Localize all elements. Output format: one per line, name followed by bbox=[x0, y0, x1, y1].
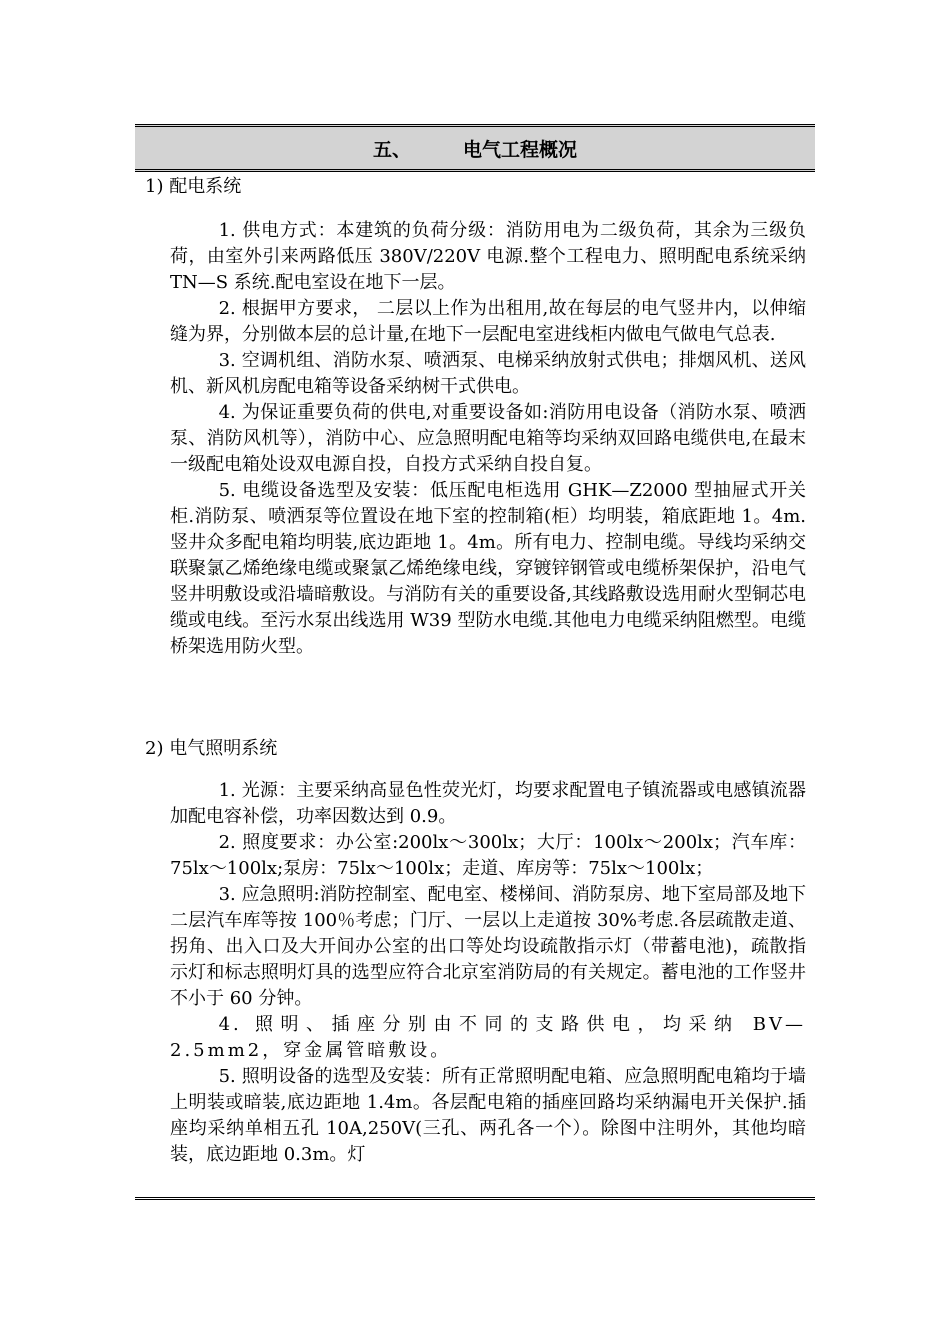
paragraph: 2. 根据甲方要求， 二层以上作为出租用,故在每层的电气竖井内，以伸缩缝为界，分别做本层的总计量,在地下一层配电室进线柜内做电气做电气总表. bbox=[170, 298, 806, 345]
section-number: 五、 bbox=[372, 138, 411, 161]
paragraph: 5. 照明设备的选型及安装：所有正常照明配电箱、应急照明配电箱均于墙上明装或暗装,底边距地 1.4m。各层配电箱的插座回路均采纳漏电开关保护.插座均采纳单相五孔 10A,250V(三孔、两孔各一个）。除图中注明外，其他均暗装，底边距地 0.3m。灯 bbox=[170, 1066, 806, 1165]
paragraph: 1. 供电方式：本建筑的负荷分级：消防用电为二级负荷，其余为三级负荷，由室外引来两路低压 380V/220V 电源.整个工程电力、照明配电系统采纳 TN—S 系统.配电室设在地下一层。 bbox=[170, 220, 806, 293]
paragraph: 4. 为保证重要负荷的供电,对重要设备如:消防用电设备（消防水泵、喷洒泵、消防风机等），消防中心、应急照明配电箱等均采纳双回路电缆供电,在最末一级配电箱处设双电源自投，自投方式采纳自投自复。 bbox=[170, 402, 806, 475]
subsection-heading-power-distribution: 1) 配电系统 bbox=[145, 176, 242, 197]
section-title: 电气工程概况 bbox=[463, 138, 578, 161]
paragraph: 3. 应急照明:消防控制室、配电室、楼梯间、消防泵房、地下室局部及地下二层汽车库等按 100％考虑；门厅、一层以上走道按 30%考虑.各层疏散走道、拐角、出入口及大开间办公室的出口等处均设疏散指示灯（带蓄电池)，疏散指示灯和标志照明灯具的选型应符合北京室消防局的有关规定。蓄电池的工作竖井不小于 60 分钟。 bbox=[170, 884, 806, 1009]
paragraph: 1. 光源：主要采纳高显色性荧光灯，均要求配置电子镇流器或电感镇流器加配电容补偿，功率因数达到 0.9。 bbox=[170, 780, 806, 827]
paragraph: 4. 照明、插座分别由不同的支路供电，均采纳 BV—2.5mm2，穿金属管暗敷设。 bbox=[170, 1014, 806, 1061]
section-title-bar bbox=[135, 124, 815, 172]
subsection-heading-lighting: 2) 电气照明系统 bbox=[145, 738, 278, 759]
bottom-rule bbox=[135, 1197, 815, 1200]
lighting-content bbox=[170, 778, 806, 1168]
paragraph: 5. 电缆设备选型及安装：低压配电柜选用 GHK—Z2000 型抽屉式开关柜.消防泵、喷洒泵等位置设在地下室的控制箱(柜）均明装，箱底距地 1。4m.竖井众多配电箱均明装,底边距地 1。4m。所有电力、控制电缆。导线均采纳交联聚氯乙烯绝缘电缆或聚氯乙烯绝缘电线，穿镀锌钢管或电缆桥架保护，沿电气竖井明敷设或沿墙暗敷设。与消防有关的重要设备,其线路敷设选用耐火型铜芯电缆或电线。至污水泵出线选用 W39 型防水电缆.其他电力电缆采纳阻燃型。电缆桥架选用防火型。 bbox=[170, 480, 806, 657]
power-distribution-content bbox=[170, 218, 806, 660]
paragraph: 3. 空调机组、消防水泵、喷洒泵、电梯采纳放射式供电；排烟风机、送风机、新风机房配电箱等设备采纳树干式供电。 bbox=[170, 350, 806, 397]
paragraph: 2. 照度要求：办公室:200lx～300lx；大厅：100lx～200lx；汽车库：75lx～100lx;泵房：75lx～100lx；走道、库房等：75lx～100lx； bbox=[170, 832, 806, 879]
